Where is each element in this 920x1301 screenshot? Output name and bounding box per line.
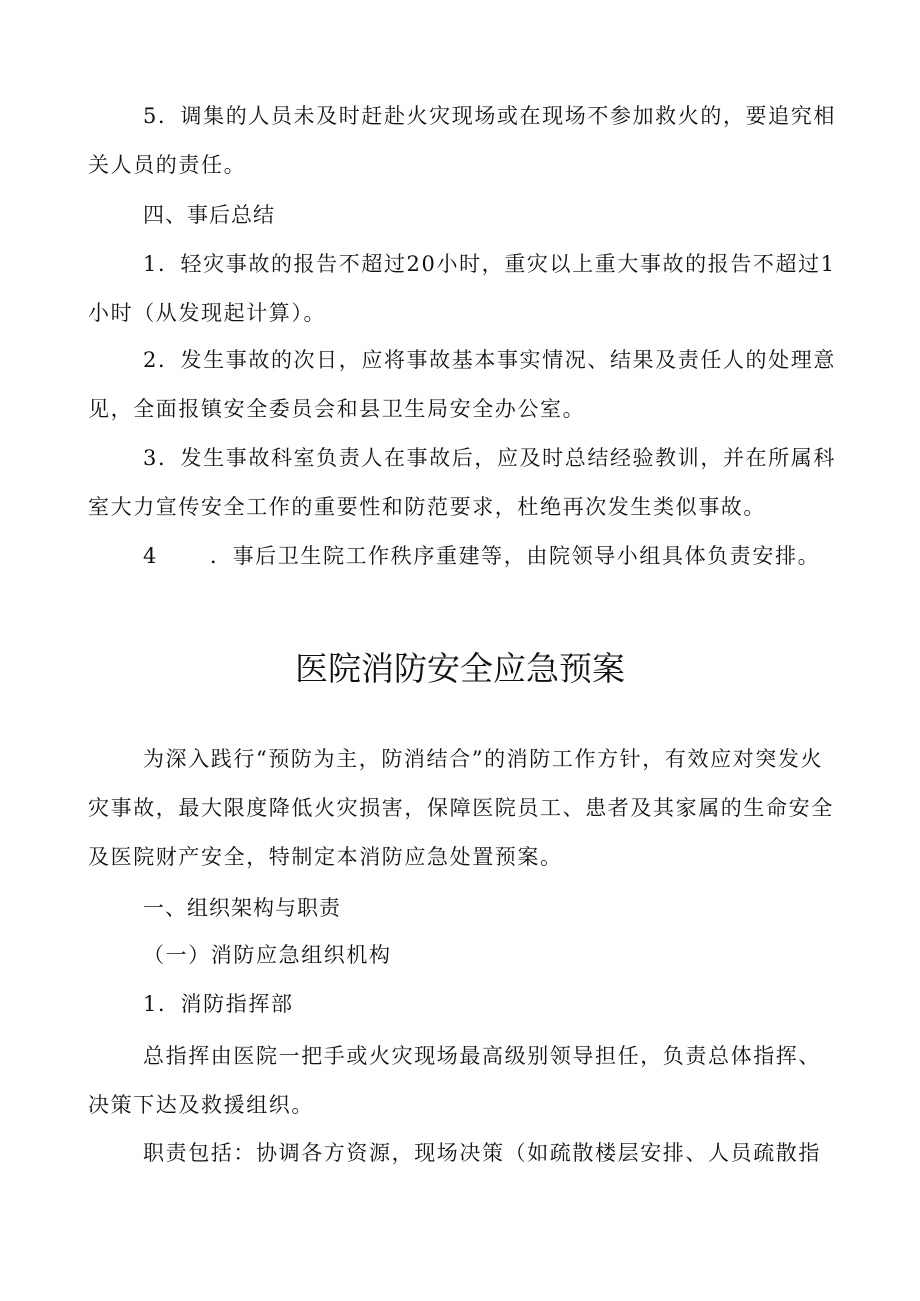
paragraph-item-3: 3．发生事故科室负责人在事故后，应及时总结经验教训，并在所属科室大力宣传安全工作的重要性和防范要求，杜绝再次发生类似事故。	[88, 446, 836, 519]
duties-paragraph: 职责包括：协调各方资源，现场决策（如疏散楼层安排、人员疏散指	[143, 1141, 821, 1165]
list-item-command: 1．消防指挥部	[143, 992, 294, 1016]
item-4-text: ．事后卫生院工作秩序重建等，由院领导小组具体负责安排。	[209, 544, 821, 568]
paragraph-item-2: 2．发生事故的次日，应将事故基本事实情况、结果及责任人的处理意见，全面报镇安全委员会和县卫生局安全办公室。	[88, 348, 836, 421]
document-title: 医院消防安全应急预案	[295, 649, 625, 688]
command-description: 总指挥由医院一把手或火灾现场最高级别领导担任，负责总体指挥、决策下达及救援组织。	[88, 1044, 821, 1117]
paragraph-item-5: 5．调集的人员未及时赶赴火灾现场或在现场不参加救火的，要追究相关人员的责任。	[88, 104, 836, 177]
intro-paragraph: 为深入践行“预防为主，防消结合”的消防工作方针，有效应对突发火灾事故，最大限度降低火灾损害，保障医院员工、患者及其家属的生命安全及医院财产安全，特制定本消防应急处置预案。	[88, 747, 834, 869]
subsection-heading: （一）消防应急组织机构	[143, 943, 392, 967]
section-heading-organization: 一、组织架构与职责	[143, 896, 341, 920]
item-4-number: 4	[143, 544, 158, 568]
paragraph-item-1: 1．轻灾事故的报告不超过20小时，重灾以上重大事故的报告不超过1小时（从发现起计算）。	[88, 252, 836, 325]
section-heading-summary: 四、事后总结	[143, 203, 275, 227]
paragraph-item-4	[143, 541, 820, 571]
